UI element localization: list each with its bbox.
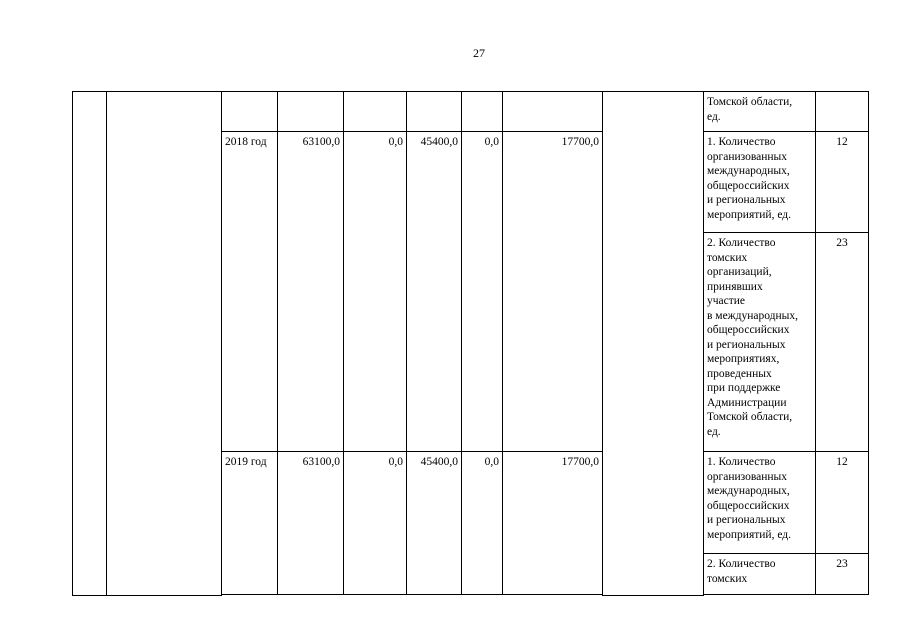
regional-budget-cell: 45400,0: [407, 132, 462, 452]
indicator-value-cell: 12: [816, 452, 869, 554]
indicator-name: 1. Количество организованных международных, общероссийских и региональных мероприятий, ед.: [707, 456, 791, 541]
extrabudget-cell: 17700,0: [503, 132, 603, 452]
indicator-value-cell: 12: [816, 132, 869, 233]
indicator-name-cell: [704, 132, 816, 233]
regional-budget-cell: 45400,0: [407, 452, 462, 595]
federal-budget-cell: [344, 92, 407, 132]
indicator-name-cell: [704, 452, 816, 554]
number-cell: [73, 92, 107, 596]
task-name-cell: [107, 92, 222, 596]
total-cell: [278, 92, 344, 132]
indicator-name-cell: [704, 233, 816, 452]
indicator-value-cell: [816, 92, 869, 132]
year-cell: [222, 92, 278, 132]
indicator-name: 2. Количество томских: [707, 558, 776, 585]
program-table: [72, 91, 869, 596]
local-budget-cell: [462, 92, 503, 132]
executor-cell: [603, 92, 704, 596]
indicator-value-cell: 23: [816, 233, 869, 452]
local-budget-cell: 0,0: [462, 452, 503, 595]
indicator-name: 1. Количество организованных международных, общероссийских и региональных мероприятий, ед.: [707, 136, 791, 221]
year-cell: 2019 год: [222, 452, 278, 595]
page-number: 27: [473, 46, 485, 60]
extrabudget-cell: [503, 92, 603, 132]
indicator-name-cell: [704, 554, 816, 595]
local-budget-cell: 0,0: [462, 132, 503, 452]
extrabudget-cell: 17700,0: [503, 452, 603, 595]
total-cell: 63100,0: [278, 452, 344, 595]
indicator-value-cell: 23: [816, 554, 869, 595]
federal-budget-cell: 0,0: [344, 452, 407, 595]
federal-budget-cell: 0,0: [344, 132, 407, 452]
regional-budget-cell: [407, 92, 462, 132]
indicator-name: Томской области, ед.: [707, 96, 793, 123]
table-row: [73, 92, 869, 132]
total-cell: 63100,0: [278, 132, 344, 452]
year-cell: 2018 год: [222, 132, 278, 452]
indicator-name-cell: [704, 92, 816, 132]
indicator-name: 2. Количество томских организаций, принявших участие в международных, общероссийских и региональных мероприятиях, проведенных при поддержке Администрации Томской области, ед.: [707, 237, 799, 438]
